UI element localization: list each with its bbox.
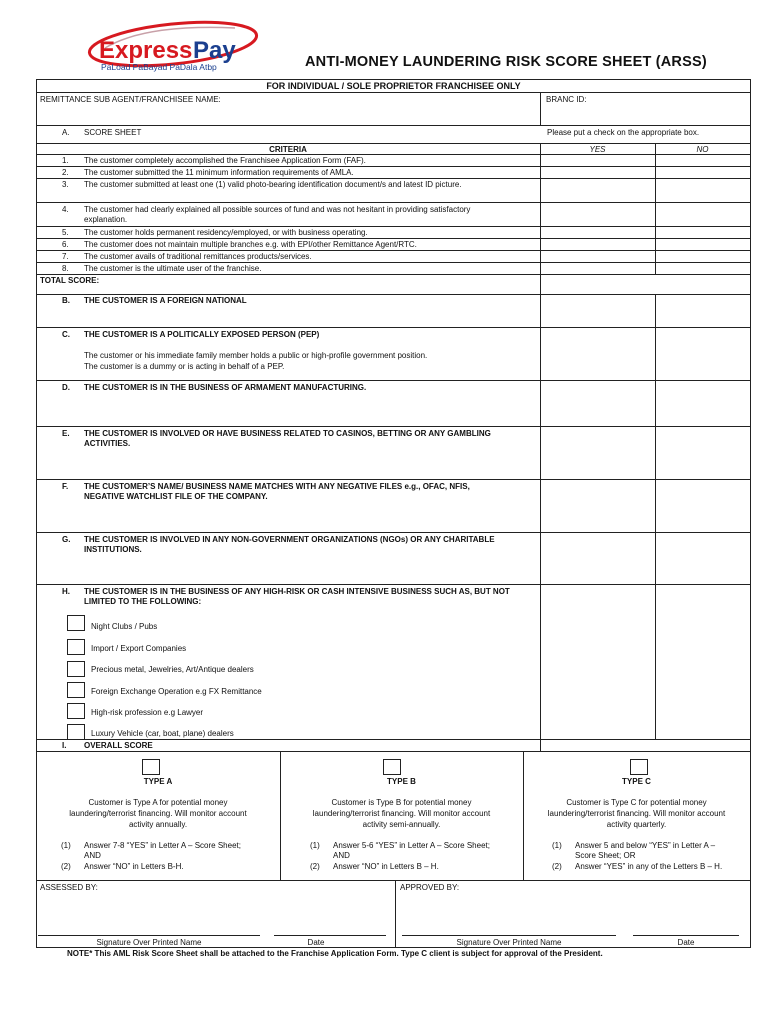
assessed-signature-line[interactable] — [38, 935, 260, 936]
signature-caption: Signature Over Printed Name — [96, 938, 202, 947]
franchisee-name-label: REMITTANCE SUB AGENT/FRANCHISEE NAME: — [40, 95, 221, 104]
section-letter: F. — [62, 482, 69, 491]
type-c-desc: laundering/terrorist financing. Will monitor account — [547, 809, 726, 818]
type-c-condition: Answer 5 and below “YES” in Letter A – — [575, 841, 716, 850]
section-letter: A. — [62, 128, 70, 137]
assessed-by-label: ASSESSED BY: — [40, 883, 98, 892]
document-title: ANTI-MONEY LAUNDERING RISK SCORE SHEET (ARSS) — [305, 54, 707, 70]
svg-text:PaLoad PaBayad PaDala Atbp: PaLoad PaBayad PaDala Atbp — [101, 62, 217, 72]
type-a-condition: AND — [84, 851, 101, 860]
check-instruction: Please put a check on the appropriate box. — [547, 128, 700, 137]
type-a-desc: laundering/terrorist financing. Will monitor account — [69, 809, 247, 818]
section-g-text2: INSTITUTIONS. — [84, 545, 142, 554]
total-score-label: TOTAL SCORE: — [40, 276, 100, 285]
type-c-desc: Customer is Type C for potential money — [566, 798, 707, 807]
section-h-text: THE CUSTOMER IS IN THE BUSINESS OF ANY HIGH-RISK OR CASH INTENSIVE BUSINESS SUCH AS, BUT NOT — [84, 587, 510, 596]
section-letter: H. — [62, 587, 70, 596]
checkbox-import-export[interactable] — [67, 639, 85, 655]
type-b-condition: Answer 5-6 “YES” in Letter A – Score Sheet; — [333, 841, 490, 850]
checkbox-high-risk-profession[interactable] — [67, 703, 85, 719]
type-c-label: TYPE C — [622, 777, 651, 786]
type-b-desc: Customer is Type B for potential money — [331, 798, 472, 807]
section-letter: E. — [62, 429, 70, 438]
section-letter: B. — [62, 296, 70, 305]
section-letter: I. — [62, 741, 67, 750]
checklist-item-label: Import / Export Companies — [91, 644, 187, 653]
type-a-condition: Answer “NO” in Letters B-H. — [84, 862, 184, 871]
section-letter: D. — [62, 383, 70, 392]
type-b-desc: activity semi-annually. — [362, 820, 441, 829]
type-b-condition: AND — [333, 851, 350, 860]
type-a-condition: Answer 7-8 “YES” in Letter A – Score Sheet; — [84, 841, 241, 850]
section-e-text: THE CUSTOMER IS INVOLVED OR HAVE BUSINESS RELATED TO CASINOS, BETTING OR ANY GAMBLING — [84, 429, 491, 438]
type-a-desc: Customer is Type A for potential money — [88, 798, 228, 807]
svg-text:Pay: Pay — [193, 37, 236, 64]
assessed-date-line[interactable] — [274, 935, 386, 936]
date-caption: Date — [677, 938, 695, 947]
checkbox-luxury-vehicle[interactable] — [67, 724, 85, 740]
signature-caption: Signature Over Printed Name — [456, 938, 562, 947]
branch-id-label: BRANC ID: — [546, 95, 587, 104]
checklist-item-label: Precious metal, Jewelries, Art/Antique dealers — [91, 665, 254, 674]
section-f-text: THE CUSTOMER’S NAME/ BUSINESS NAME MATCHES WITH ANY NEGATIVE FILES e.g., OFAC, NFIS, — [84, 482, 470, 491]
type-b-condition-num: (1) — [310, 841, 320, 850]
approved-date-line[interactable] — [633, 935, 739, 936]
checklist-item-label: Foreign Exchange Operation e.g FX Remittance — [91, 687, 262, 696]
type-c-condition-num: (1) — [552, 841, 562, 850]
type-c-desc: activity quarterly. — [606, 820, 667, 829]
type-b-label: TYPE B — [387, 777, 416, 786]
type-a-condition-num: (2) — [61, 862, 71, 871]
checkbox-foreign-exchange[interactable] — [67, 682, 85, 698]
checkbox-type-b[interactable] — [383, 759, 401, 775]
type-b-condition-num: (2) — [310, 862, 320, 871]
form-subtitle: FOR INDIVIDUAL / SOLE PROPRIETOR FRANCHISEE ONLY — [266, 81, 521, 91]
checkbox-precious-metal[interactable] — [67, 661, 85, 677]
section-h-text2: LIMITED TO THE FOLLOWING: — [84, 597, 202, 606]
section-d-text: THE CUSTOMER IS IN THE BUSINESS OF ARMAMENT MANUFACTURING. — [84, 383, 367, 392]
checklist-item-label: High-risk profession e.g Lawyer — [91, 708, 204, 717]
no-header: NO — [696, 145, 709, 154]
section-letter: C. — [62, 330, 70, 339]
checkbox-type-a[interactable] — [142, 759, 160, 775]
section-g-text: THE CUSTOMER IS INVOLVED IN ANY NON-GOVERNMENT ORGANIZATIONS (NGOs) OR ANY CHARITABLE — [84, 535, 495, 544]
section-e-text2: ACTIVITIES. — [84, 439, 131, 448]
type-a-desc: activity annually. — [128, 820, 188, 829]
type-c-condition: Score Sheet; OR — [575, 851, 636, 860]
section-c-line2: The customer is a dummy or is acting in behalf of a PEP. — [84, 362, 285, 371]
yes-header: YES — [589, 145, 606, 154]
section-letter: G. — [62, 535, 71, 544]
type-b-condition: Answer “NO” in Letters B – H. — [333, 862, 439, 871]
expresspay-logo — [85, 18, 285, 80]
checklist-item-label: Night Clubs / Pubs — [91, 622, 158, 631]
approved-signature-line[interactable] — [402, 935, 616, 936]
footer-note: NOTE* This AML Risk Score Sheet shall be attached to the Franchise Application Form. Type C client is subject for approval of the President. — [67, 949, 603, 958]
type-c-condition: Answer “YES” in any of the Letters B – H. — [575, 862, 723, 871]
section-c-line1: The customer or his immediate family member holds a public or high-profile government position. — [84, 351, 428, 360]
checklist-item-label: Luxury Vehicle (car, boat, plane) dealers — [91, 729, 234, 738]
overall-score-heading: OVERALL SCORE — [84, 741, 153, 750]
section-b-text: THE CUSTOMER IS A FOREIGN NATIONAL — [84, 296, 247, 305]
section-c-text: THE CUSTOMER IS A POLITICALLY EXPOSED PERSON (PEP) — [84, 330, 320, 339]
checkbox-night-clubs[interactable] — [67, 615, 85, 631]
type-b-desc: laundering/terrorist financing. Will monitor account — [312, 809, 491, 818]
approved-by-label: APPROVED BY: — [400, 883, 460, 892]
type-c-condition-num: (2) — [552, 862, 562, 871]
type-a-label: TYPE A — [143, 777, 173, 786]
date-caption: Date — [307, 938, 325, 947]
criteria-header: CRITERIA — [269, 145, 307, 154]
type-a-condition-num: (1) — [61, 841, 71, 850]
svg-text:Express: Express — [99, 37, 193, 64]
score-sheet-heading: SCORE SHEET — [84, 128, 142, 137]
section-f-text2: NEGATIVE WATCHLIST FILE OF THE COMPANY. — [84, 492, 268, 501]
checkbox-type-c[interactable] — [630, 759, 648, 775]
